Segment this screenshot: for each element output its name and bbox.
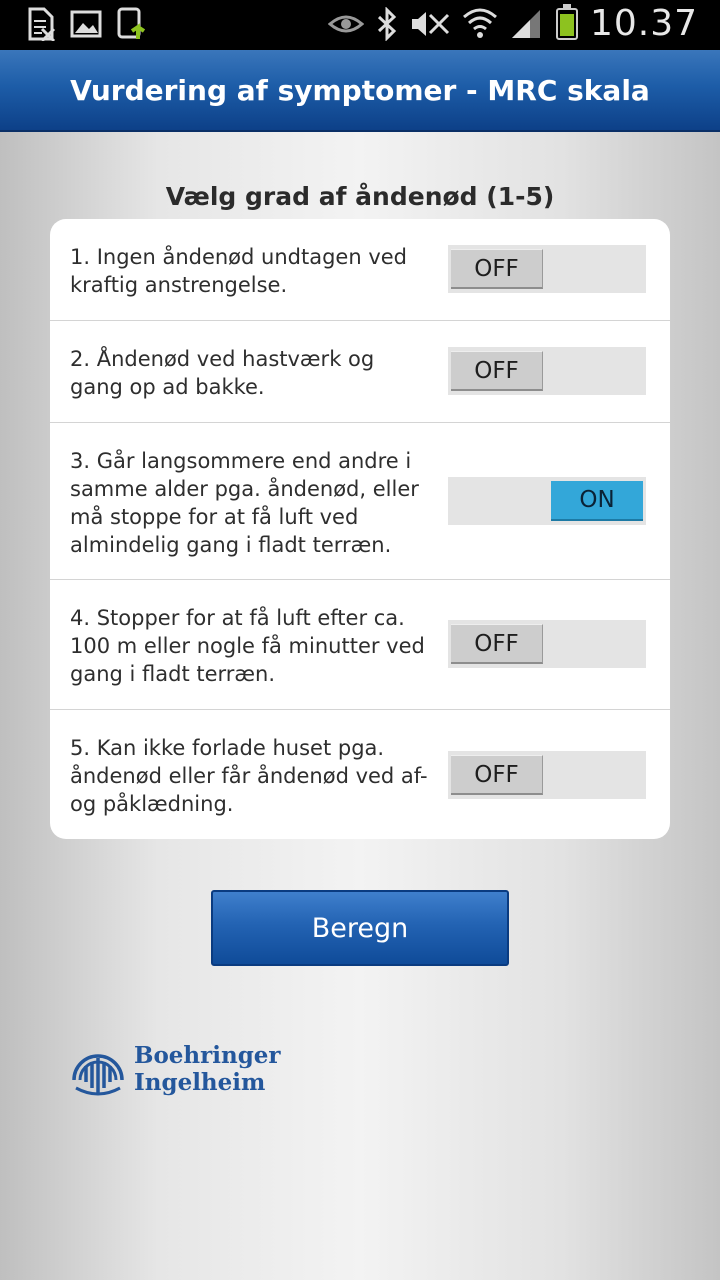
clock: 10.37 <box>589 3 698 44</box>
option-row-5 <box>50 710 670 839</box>
option-label-4: 4. Stopper for at få luft efter ca. 100 m eller nogle få minutter ved gang i fladt terræn. <box>70 606 425 686</box>
company-logo <box>70 1040 281 1098</box>
toggle-knob: ON <box>551 481 643 521</box>
mute-icon <box>410 9 450 39</box>
eye-icon <box>328 12 364 36</box>
title-bar <box>0 50 720 132</box>
option-label-1: 1. Ingen åndenød undtagen ved kraftig anstrengelse. <box>70 245 408 297</box>
image-icon <box>70 9 102 39</box>
option-row-1 <box>50 219 670 321</box>
option-label-2: 2. Åndenød ved hastværk og gang op ad bakke. <box>70 347 375 399</box>
battery-icon <box>556 8 578 40</box>
logo-line-2: Ingelheim <box>134 1069 266 1096</box>
toggle-knob: OFF <box>451 755 543 795</box>
option-row-4 <box>50 580 670 710</box>
option-toggle-3[interactable] <box>448 477 646 525</box>
calculate-button[interactable]: Beregn <box>211 890 509 966</box>
toggle-knob: OFF <box>451 351 543 391</box>
option-toggle-4[interactable] <box>448 620 646 668</box>
logo-line-1: Boehringer <box>134 1042 281 1069</box>
wifi-icon <box>462 7 498 41</box>
option-label-5: 5. Kan ikke forlade huset pga. åndenød eller får åndenød ved af- og påklædning. <box>70 736 428 816</box>
toggle-knob: OFF <box>451 624 543 664</box>
section-title: Vælg grad af åndenød (1-5) <box>165 182 555 211</box>
signal-icon <box>510 8 544 40</box>
boehringer-logo-icon <box>70 1040 126 1098</box>
bluetooth-icon <box>376 7 398 41</box>
options-card <box>50 219 670 839</box>
download-icon <box>116 7 150 41</box>
option-label-3: 3. Går langsommere end andre i samme alder pga. åndenød, eller må stoppe for at få luft ved almindelig gang i fladt terræn. <box>70 449 419 557</box>
option-row-2 <box>50 321 670 423</box>
option-toggle-5[interactable] <box>448 751 646 799</box>
option-toggle-1[interactable] <box>448 245 646 293</box>
page-title: Vurdering af symptomer - MRC skala <box>70 73 650 107</box>
option-row-3 <box>50 423 670 580</box>
sim-card-icon <box>26 7 56 41</box>
toggle-knob: OFF <box>451 249 543 289</box>
option-toggle-2[interactable] <box>448 347 646 395</box>
status-bar <box>0 0 720 50</box>
